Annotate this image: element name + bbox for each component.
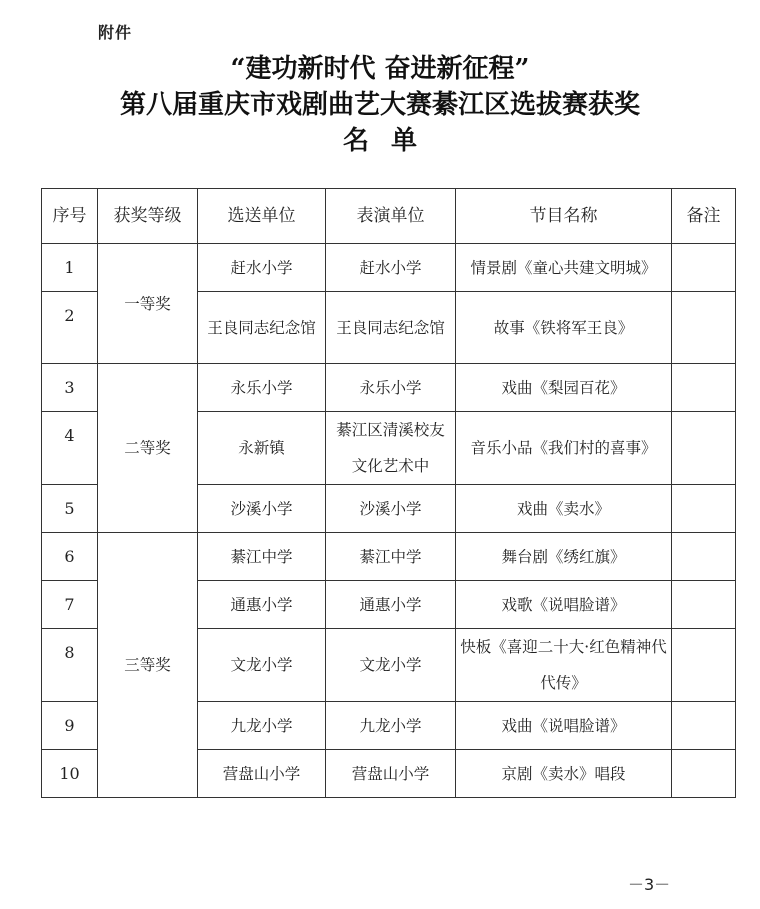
award-table [41,188,736,798]
col-header-level: 获奖等级 [98,189,198,244]
sender-unit: 营盘山小学 [198,750,326,798]
program-name: 戏曲《说唱脸谱》 [456,702,672,750]
row-number: 10 [42,750,98,798]
sender-unit: 綦江中学 [198,533,326,581]
note-cell [672,485,736,533]
program-name: 故事《铁将军王良》 [456,292,672,364]
note-cell [672,292,736,364]
table-row [42,244,736,292]
note-cell [672,629,736,702]
note-cell [672,244,736,292]
sender-unit: 王良同志纪念馆 [198,292,326,364]
attachment-label: 附件 [98,23,133,42]
performer-unit: 九龙小学 [326,702,456,750]
sender-unit: 永乐小学 [198,364,326,412]
table-header-row [42,189,736,244]
col-header-program: 节目名称 [456,189,672,244]
table-row [42,533,736,581]
performer-unit: 綦江中学 [326,533,456,581]
row-number: 8 [42,629,98,702]
program-name: 快板《喜迎二十大·红色精神代代传》 [456,629,672,702]
col-header-note: 备注 [672,189,736,244]
note-cell [672,364,736,412]
performer-unit: 赶水小学 [326,244,456,292]
col-header-performer: 表演单位 [326,189,456,244]
sender-unit: 九龙小学 [198,702,326,750]
program-name: 情景剧《童心共建文明城》 [456,244,672,292]
program-name: 戏曲《梨园百花》 [456,364,672,412]
col-header-no: 序号 [42,189,98,244]
table-row [42,364,736,412]
note-cell [672,750,736,798]
performer-unit: 通惠小学 [326,581,456,629]
col-header-sender: 选送单位 [198,189,326,244]
performer-unit: 王良同志纪念馆 [326,292,456,364]
award-level: 一等奖 [98,244,198,364]
row-number: 1 [42,244,98,292]
sender-unit: 沙溪小学 [198,485,326,533]
sender-unit: 通惠小学 [198,581,326,629]
award-level: 二等奖 [98,364,198,533]
row-number: 3 [42,364,98,412]
performer-unit: 营盘山小学 [326,750,456,798]
sender-unit: 文龙小学 [198,629,326,702]
sender-unit: 赶水小学 [198,244,326,292]
performer-unit: 文龙小学 [326,629,456,702]
performer-unit: 沙溪小学 [326,485,456,533]
program-name: 舞台剧《绣红旗》 [456,533,672,581]
note-cell [672,412,736,485]
program-name: 戏曲《卖水》 [456,485,672,533]
sender-unit: 永新镇 [198,412,326,485]
row-number: 5 [42,485,98,533]
note-cell [672,702,736,750]
title-line-1: “建功新时代 奋进新征程” [230,54,530,84]
program-name: 京剧《卖水》唱段 [456,750,672,798]
performer-unit: 永乐小学 [326,364,456,412]
program-name: 音乐小品《我们村的喜事》 [456,412,672,485]
row-number: 4 [42,412,98,485]
performer-unit: 綦江区清溪校友文化艺术中 [326,412,456,485]
award-level: 三等奖 [98,533,198,798]
page-number: －3－ [628,875,671,894]
program-name: 戏歌《说唱脸谱》 [456,581,672,629]
row-number: 6 [42,533,98,581]
note-cell [672,533,736,581]
title-line-3: 名单 [342,126,439,156]
row-number: 7 [42,581,98,629]
note-cell [672,581,736,629]
title-line-2: 第八届重庆市戏剧曲艺大赛綦江区选拔赛获奖 [119,90,640,120]
row-number: 9 [42,702,98,750]
row-number: 2 [42,292,98,364]
